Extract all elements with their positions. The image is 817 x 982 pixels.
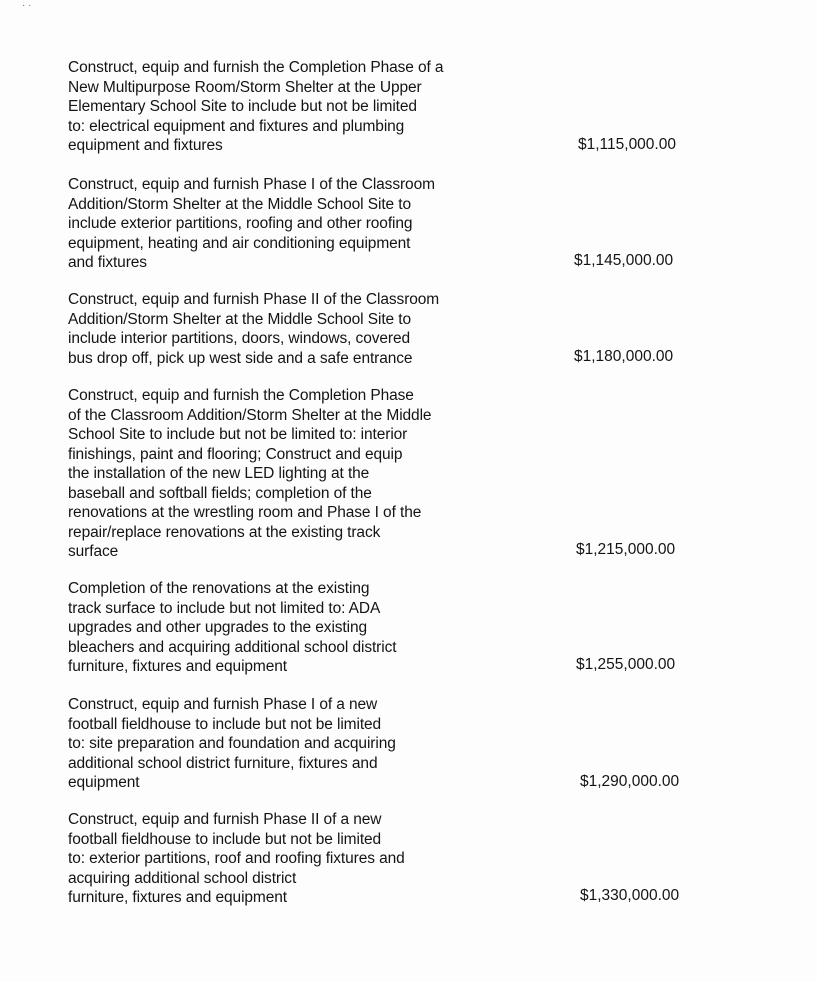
project-item-7 (68, 810, 788, 910)
project-description: Construct, equip and furnish Phase I of a new football fieldhouse to include but not be limited to: site preparation and foundation and acquiring additional school district furniture, fixtures and equipment (68, 696, 396, 791)
project-amount: $1,115,000.00 (578, 136, 676, 153)
project-description: Construct, equip and furnish the Completion Phase of the Classroom Addition/Storm Shelter at the Middle School Site to include but not be limited to: interior finishings, paint and flooring; Construct and equip the installation of the new LED lighting at the baseball and softball fields; completion of the renovations at the wrestling room and Phase I of the repair/replace renovations at the existing track surface (68, 387, 432, 560)
scan-artifact: · · (22, 0, 32, 11)
project-amount: $1,290,000.00 (580, 773, 680, 790)
project-amount: $1,215,000.00 (576, 541, 676, 558)
project-item-6 (68, 695, 788, 795)
project-amount: $1,180,000.00 (574, 348, 674, 365)
project-amount: $1,255,000.00 (576, 656, 676, 673)
project-description: Construct, equip and furnish Phase I of the Classroom Addition/Storm Shelter at the Middle School Site to include exterior partitions, roofing and other roofing equipment, heating and air conditioning equipment and fixtures (68, 176, 435, 271)
project-description: Construct, equip and furnish the Completion Phase of a New Multipurpose Room/Storm Shelter at the Upper Elementary School Site to include but not be limited to: electrical equipment and fixtures and plumbing equipment and fixtures (68, 59, 444, 154)
project-item-3 (68, 290, 788, 370)
project-description: Completion of the renovations at the existing track surface to include but not limited to: ADA upgrades and other upgrades to the existing bleachers and acquiring additional school district furniture, fixtures and equipment (68, 580, 397, 675)
project-item-2 (68, 175, 788, 275)
project-item-1 (68, 58, 788, 158)
project-item-4 (68, 386, 788, 566)
project-description: Construct, equip and furnish Phase II of a new football fieldhouse to include but not be limited to: exterior partitions, roof and roofing fixtures and acquiring additional school district furniture, fixtures and equipment (68, 811, 405, 906)
project-item-5 (68, 579, 788, 679)
project-amount: $1,330,000.00 (580, 887, 680, 904)
project-amount: $1,145,000.00 (574, 252, 674, 269)
project-description: Construct, equip and furnish Phase II of the Classroom Addition/Storm Shelter at the Middle School Site to include interior partitions, doors, windows, covered bus drop off, pick up west side and a safe entrance (68, 291, 440, 367)
